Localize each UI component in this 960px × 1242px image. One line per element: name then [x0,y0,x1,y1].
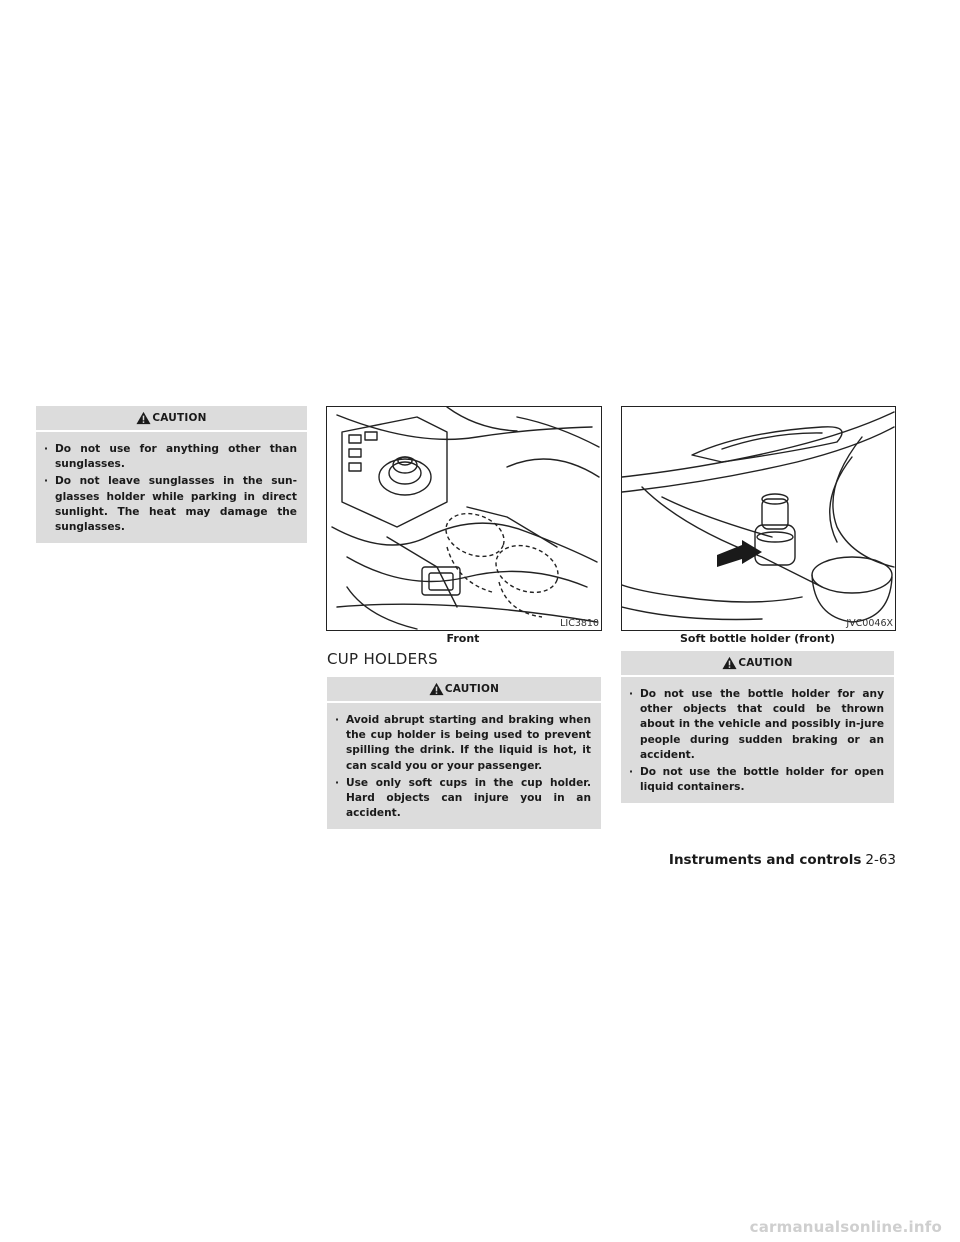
caution-header [327,677,601,701]
footer-section: Instruments and controls [668,852,862,868]
warning-icon [722,656,737,670]
right-caution [621,651,894,803]
figure-code: JVC0046X [846,618,893,629]
middle-caution [327,677,601,829]
figure-caption: Front [446,632,480,645]
caution-item: · Do not leave sunglasses in the sun-glasses holder while parking in direct sunlight. The heat may damage the sunglasses. [44,474,297,535]
watermark: carmanualsonline.info [749,1218,942,1236]
caution-item: · Avoid abrupt starting and braking when the cup holder is being used to prevent spilling the drink. If the liquid is hot, it can scald you or your passenger. [335,713,591,774]
caution-label: CAUTION [152,412,207,424]
page-number: 2-63 [865,852,896,868]
caution-item: · Do not use the bottle holder for any other objects that could be thrown about in the vehicle and possibly in-jure people during sudden braking or an accident. [629,687,884,763]
caution-header [621,651,894,675]
caution-item: · Do not use the bottle holder for open liquid containers. [629,765,884,795]
caution-list [36,432,307,543]
console-illustration [327,407,601,630]
warning-icon [136,411,151,425]
caution-label: CAUTION [444,683,500,695]
caution-item: · Do not use for anything other than sunglasses. [44,442,297,472]
caution-item: · Use only soft cups in the cup holder. Hard objects can injure you in an accident. [335,776,591,822]
left-caution [36,406,307,543]
bottle-holder-illustration [622,407,895,630]
page-footer [669,852,896,868]
figure-front-cup-holder [326,406,602,631]
caution-label: CAUTION [738,657,793,669]
caution-list [621,677,894,803]
caution-list [327,703,601,829]
warning-icon [429,682,444,696]
figure-code: LIC3810 [560,618,599,629]
figure-soft-bottle-holder [621,406,896,631]
figure-caption: Soft bottle holder (front) [679,632,836,645]
caution-header [36,406,307,430]
section-title: CUP HOLDERS [327,650,438,668]
